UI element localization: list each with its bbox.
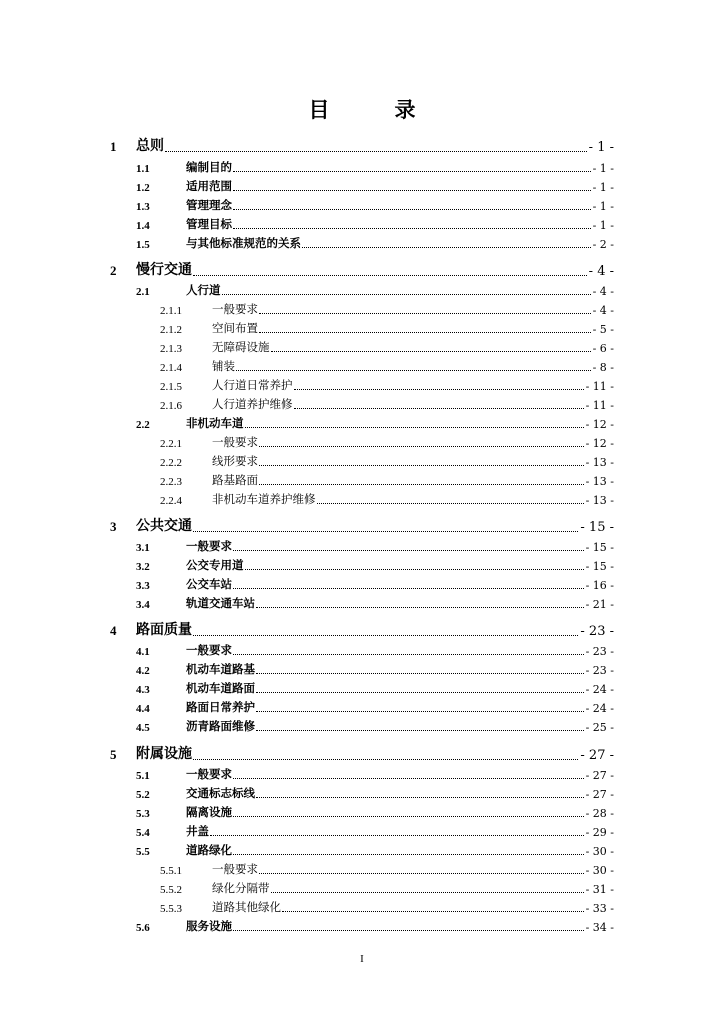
toc-leader-dots [259, 465, 584, 466]
toc-entry-title: 一般要求 [212, 862, 258, 876]
toc-entry[interactable] [0, 621, 724, 639]
toc-entry[interactable] [0, 470, 724, 488]
toc-entry-number: 2.1.1 [160, 305, 182, 317]
toc-entry[interactable] [0, 840, 724, 858]
toc-entry-page: - 30 - [585, 845, 614, 858]
toc-leader-dots [233, 930, 584, 931]
toc-leader-dots [193, 759, 578, 760]
toc-entry-title: 附属设施 [136, 746, 192, 762]
toc-leader-dots [259, 332, 591, 333]
toc-entry-title: 公交车站 [186, 577, 232, 591]
toc-entry-title: 非机动车道养护维修 [212, 492, 316, 506]
toc-entry-number: 5.1 [136, 770, 150, 782]
toc-entry-title: 铺装 [212, 359, 235, 373]
toc-entry-title: 一般要求 [212, 302, 258, 316]
toc-entry-number: 3 [110, 519, 117, 534]
toc-entry-number: 2.2.2 [160, 457, 182, 469]
toc-entry-page: - 15 - [585, 560, 614, 573]
toc-entry[interactable] [0, 375, 724, 393]
toc-entry-title: 路面日常养护 [186, 700, 255, 714]
toc-leader-dots [233, 550, 584, 551]
toc-entry[interactable] [0, 451, 724, 469]
toc-entry-title: 一般要求 [212, 435, 258, 449]
toc-entry-number: 2.1.2 [160, 324, 182, 336]
toc-entry-page: - 25 - [585, 721, 614, 734]
toc-entry[interactable] [0, 356, 724, 374]
toc-entry-title: 非机动车道 [186, 416, 244, 430]
toc-entry-title: 道路绿化 [186, 843, 232, 857]
toc-leader-dots [302, 247, 591, 248]
toc-entry[interactable] [0, 337, 724, 355]
toc-entry[interactable] [0, 299, 724, 317]
toc-entry-page: - 34 - [585, 921, 614, 934]
toc-entry-title: 机动车道路基 [186, 662, 255, 676]
toc-entry-page: - 2 - [592, 238, 614, 251]
toc-entry[interactable] [0, 859, 724, 877]
toc-entry-number: 5.5.3 [160, 903, 182, 915]
toc-entry[interactable] [0, 536, 724, 554]
toc-entry-page: - 12 - [585, 418, 614, 431]
toc-leader-dots [256, 692, 584, 693]
toc-entry-number: 2 [110, 263, 117, 278]
toc-leader-dots [233, 778, 584, 779]
toc-entry[interactable] [0, 574, 724, 592]
toc-entry-title: 交通标志标线 [186, 786, 255, 800]
toc-entry-title: 公交专用道 [186, 558, 244, 572]
toc-entry-title: 人行道养护维修 [212, 397, 293, 411]
toc-leader-dots [256, 711, 584, 712]
toc-entry-number: 2.2 [136, 419, 150, 431]
toc-entry-number: 4.3 [136, 684, 150, 696]
toc-entry[interactable] [0, 517, 724, 535]
toc-entry-number: 3.2 [136, 561, 150, 573]
toc-leader-dots [282, 911, 584, 912]
toc-entry-page: - 13 - [585, 456, 614, 469]
toc-entry-page: - 11 - [585, 380, 614, 393]
toc-entry-number: 2.1.5 [160, 381, 182, 393]
toc-entry-title: 沥青路面维修 [186, 719, 255, 733]
toc-entry[interactable] [0, 745, 724, 763]
toc-leader-dots [233, 228, 591, 229]
toc-entry-number: 4.5 [136, 722, 150, 734]
toc-entry-number: 4.1 [136, 646, 150, 658]
toc-entry-page: - 1 - [592, 200, 614, 213]
toc-leader-dots [233, 654, 584, 655]
toc-entry-page: - 29 - [585, 826, 614, 839]
toc-entry[interactable] [0, 137, 724, 155]
toc-entry-number: 2.1.3 [160, 343, 182, 355]
toc-entry-number: 5.5 [136, 846, 150, 858]
toc-entry-number: 5 [110, 747, 117, 762]
toc-entry-number: 5.4 [136, 827, 150, 839]
toc-leader-dots [317, 503, 584, 504]
toc-entry-page: - 23 - [580, 624, 614, 639]
toc-entry-title: 轨道交通车站 [186, 596, 255, 610]
toc-entry-page: - 4 - [588, 264, 614, 279]
toc-entry-title: 服务设施 [186, 919, 232, 933]
toc-entry-page: - 21 - [585, 598, 614, 611]
toc-leader-dots [259, 313, 591, 314]
toc-leader-dots [245, 569, 584, 570]
toc-entry-page: - 33 - [585, 902, 614, 915]
toc-entry-page: - 16 - [585, 579, 614, 592]
toc-leader-dots [256, 797, 584, 798]
toc-entry-title: 绿化分隔带 [212, 881, 270, 895]
toc-leader-dots [233, 588, 584, 589]
toc-entry-number: 1.4 [136, 220, 150, 232]
toc-entry-number: 1.5 [136, 239, 150, 251]
page-title: 目 录 [308, 98, 438, 122]
toc-entry-title: 空间布置 [212, 321, 258, 335]
toc-entry-number: 5.5.1 [160, 865, 182, 877]
toc-entry-page: - 8 - [592, 361, 614, 374]
toc-entry-title: 与其他标准规范的关系 [186, 236, 301, 250]
toc-entry-page: - 31 - [585, 883, 614, 896]
toc-entry[interactable] [0, 214, 724, 232]
toc-entry-page: - 6 - [592, 342, 614, 355]
toc-entry-number: 1.2 [136, 182, 150, 194]
toc-entry[interactable] [0, 697, 724, 715]
toc-entry-number: 5.3 [136, 808, 150, 820]
toc-entry-title: 总则 [136, 138, 164, 154]
toc-entry-title: 管理目标 [186, 217, 232, 231]
toc-entry[interactable] [0, 821, 724, 839]
toc-leader-dots [233, 171, 591, 172]
toc-entry[interactable] [0, 280, 724, 298]
toc-entry-page: - 30 - [585, 864, 614, 877]
toc-entry-number: 3.3 [136, 580, 150, 592]
toc-entry-number: 4 [110, 623, 117, 638]
toc-entry-title: 道路其他绿化 [212, 900, 281, 914]
toc-entry[interactable] [0, 593, 724, 611]
toc-entry-page: - 4 - [592, 285, 614, 298]
toc-entry-number: 3.1 [136, 542, 150, 554]
toc-leader-dots [259, 873, 584, 874]
toc-entry-number: 2.1 [136, 286, 150, 298]
toc-entry-title: 适用范围 [186, 179, 232, 193]
toc-entry-number: 2.1.4 [160, 362, 182, 374]
toc-leader-dots [256, 607, 584, 608]
toc-entry-page: - 13 - [585, 494, 614, 507]
toc-entry-number: 4.4 [136, 703, 150, 715]
toc-entry-page: - 11 - [585, 399, 614, 412]
toc-entry-number: 5.6 [136, 922, 150, 934]
toc-entry[interactable] [0, 678, 724, 696]
toc-leader-dots [193, 275, 587, 276]
toc-entry-title: 井盖 [186, 824, 209, 838]
toc-entry-number: 1.1 [136, 163, 150, 175]
toc-entry-number: 2.2.1 [160, 438, 182, 450]
toc-leader-dots [259, 484, 584, 485]
toc-entry-number: 5.5.2 [160, 884, 182, 896]
toc-entry[interactable] [0, 233, 724, 251]
toc-leader-dots [271, 892, 584, 893]
toc-entry-number: 2.2.3 [160, 476, 182, 488]
toc-entry[interactable] [0, 802, 724, 820]
toc-entry-title: 慢行交通 [136, 262, 192, 278]
toc-entry-title: 编制目的 [186, 160, 232, 174]
toc-entry-page: - 4 - [592, 304, 614, 317]
toc-entry-page: - 23 - [585, 664, 614, 677]
toc-entry-page: - 27 - [580, 748, 614, 763]
toc-leader-dots [193, 531, 578, 532]
toc-entry-number: 2.2.4 [160, 495, 182, 507]
toc-leader-dots [259, 446, 584, 447]
toc-leader-dots [236, 370, 591, 371]
toc-entry[interactable] [0, 195, 724, 213]
toc-entry[interactable] [0, 261, 724, 279]
toc-entry-title: 管理理念 [186, 198, 232, 212]
toc-leader-dots [245, 427, 584, 428]
toc-entry-page: - 23 - [585, 645, 614, 658]
toc-entry[interactable] [0, 764, 724, 782]
toc-entry-page: - 27 - [585, 769, 614, 782]
toc-entry-title: 路面质量 [136, 622, 192, 638]
toc-leader-dots [233, 209, 591, 210]
toc-leader-dots [222, 294, 591, 295]
toc-entry[interactable] [0, 394, 724, 412]
toc-entry-page: - 13 - [585, 475, 614, 488]
toc-entry-title: 机动车道路面 [186, 681, 255, 695]
toc-entry-page: - 5 - [592, 323, 614, 336]
toc-entry-page: - 1 - [588, 140, 614, 155]
toc-leader-dots [294, 408, 584, 409]
toc-leader-dots [193, 635, 578, 636]
toc-entry-page: - 27 - [585, 788, 614, 801]
toc-entry[interactable] [0, 659, 724, 677]
toc-entry-number: 3.4 [136, 599, 150, 611]
toc-entry-page: - 1 - [592, 219, 614, 232]
toc-leader-dots [165, 151, 587, 152]
toc-entry-title: 人行道日常养护 [212, 378, 293, 392]
toc-entry[interactable] [0, 783, 724, 801]
toc-entry-title: 一般要求 [186, 539, 232, 553]
toc-leader-dots [233, 816, 584, 817]
toc-entry-title: 无障碍设施 [212, 340, 270, 354]
toc-entry-page: - 1 - [592, 162, 614, 175]
toc-leader-dots [271, 351, 591, 352]
toc-entry-title: 隔离设施 [186, 805, 232, 819]
toc-entry[interactable] [0, 489, 724, 507]
toc-entry-title: 人行道 [186, 283, 221, 297]
toc-entry-title: 一般要求 [186, 767, 232, 781]
toc-entry[interactable] [0, 176, 724, 194]
toc-entry-page: - 12 - [585, 437, 614, 450]
toc-entry-number: 1.3 [136, 201, 150, 213]
toc-entry-title: 一般要求 [186, 643, 232, 657]
toc-leader-dots [210, 835, 584, 836]
toc-entry-page: - 28 - [585, 807, 614, 820]
toc-entry[interactable] [0, 318, 724, 336]
toc-entry-number: 1 [110, 139, 117, 154]
toc-entry-number: 4.2 [136, 665, 150, 677]
toc-entry-title: 路基路面 [212, 473, 258, 487]
toc-entry-page: - 15 - [580, 520, 614, 535]
toc-leader-dots [233, 854, 584, 855]
toc-entry-page: - 24 - [585, 702, 614, 715]
toc-entry-title: 线形要求 [212, 454, 258, 468]
toc-leader-dots [256, 730, 584, 731]
toc-entry[interactable] [0, 157, 724, 175]
toc-entry-page: - 1 - [592, 181, 614, 194]
toc-entry-title: 公共交通 [136, 518, 192, 534]
toc-entry[interactable] [0, 432, 724, 450]
toc-entry[interactable] [0, 878, 724, 896]
toc-entry[interactable] [0, 640, 724, 658]
page-number-footer: I [360, 953, 364, 965]
toc-entry-number: 2.1.6 [160, 400, 182, 412]
toc-leader-dots [233, 190, 591, 191]
toc-entry-number: 5.2 [136, 789, 150, 801]
toc-entry[interactable] [0, 555, 724, 573]
toc-leader-dots [256, 673, 584, 674]
toc-entry[interactable] [0, 916, 724, 934]
toc-entry[interactable] [0, 413, 724, 431]
toc-entry-page: - 24 - [585, 683, 614, 696]
toc-leader-dots [294, 389, 584, 390]
toc-entry[interactable] [0, 897, 724, 915]
toc-entry[interactable] [0, 716, 724, 734]
toc-entry-page: - 15 - [585, 541, 614, 554]
